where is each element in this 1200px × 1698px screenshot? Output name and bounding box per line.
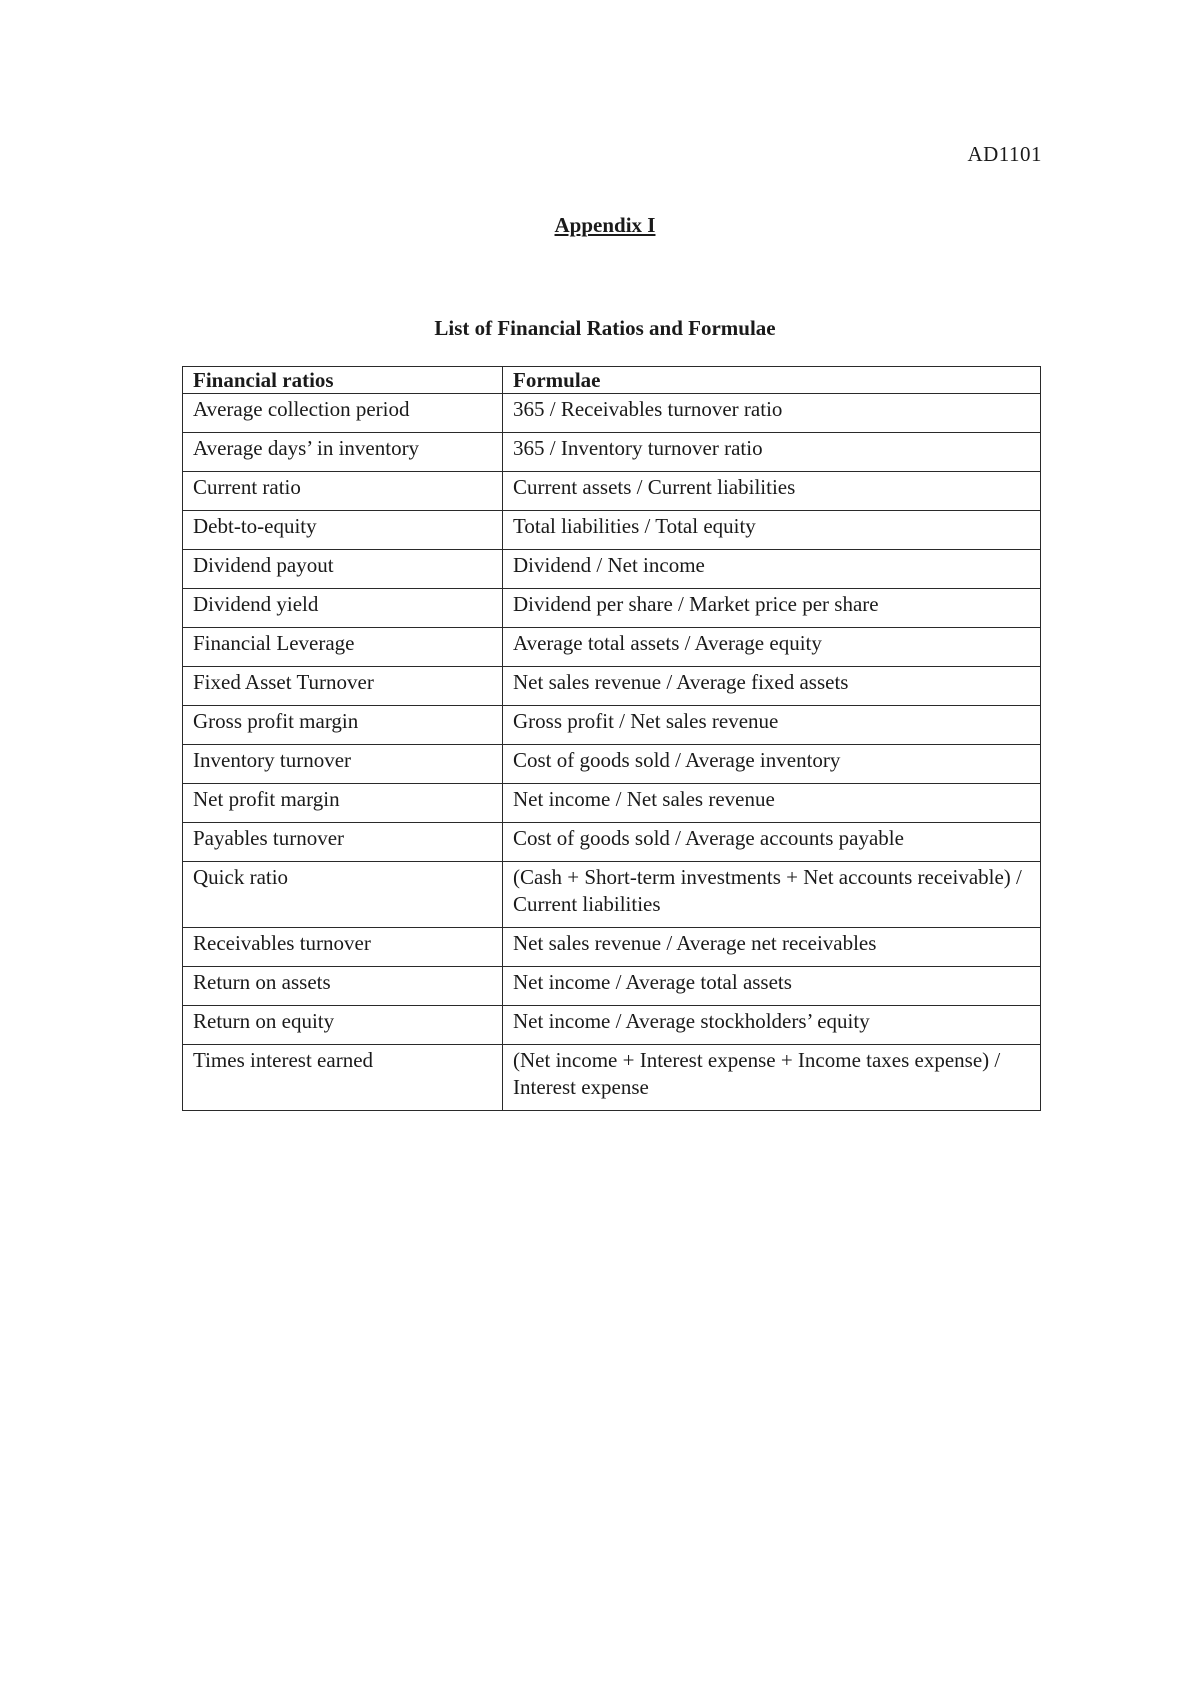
table-row [183, 1006, 1041, 1045]
formula-cell: Net sales revenue / Average net receivables [503, 928, 1041, 967]
ratio-name-cell: Receivables turnover [183, 928, 503, 967]
ratio-name-cell: Average collection period [183, 394, 503, 433]
formula-cell: (Net income + Interest expense + Income taxes expense) / Interest expense [503, 1045, 1041, 1111]
formula-cell: Dividend per share / Market price per share [503, 589, 1041, 628]
appendix-title: Appendix I [554, 213, 656, 237]
ratio-name-cell: Times interest earned [183, 1045, 503, 1111]
table-row [183, 823, 1041, 862]
ratio-name-cell: Average days’ in inventory [183, 433, 503, 472]
table-row [183, 628, 1041, 667]
table-row [183, 745, 1041, 784]
table-row [183, 862, 1041, 928]
document-code: AD1101 [967, 142, 1042, 166]
table-row [183, 928, 1041, 967]
table-header-row [183, 367, 1041, 394]
ratio-name-cell: Inventory turnover [183, 745, 503, 784]
formula-cell: Gross profit / Net sales revenue [503, 706, 1041, 745]
table-row [183, 433, 1041, 472]
table-row [183, 511, 1041, 550]
formula-cell: Net income / Average stockholders’ equity [503, 1006, 1041, 1045]
ratio-name-cell: Gross profit margin [183, 706, 503, 745]
ratio-name-cell: Return on assets [183, 967, 503, 1006]
table-row [183, 472, 1041, 511]
ratio-name-cell: Quick ratio [183, 862, 503, 928]
table-row [183, 784, 1041, 823]
ratio-name-cell: Debt-to-equity [183, 511, 503, 550]
header-financial-ratios: Financial ratios [183, 367, 503, 394]
formula-cell: Net sales revenue / Average fixed assets [503, 667, 1041, 706]
formula-cell: Net income / Net sales revenue [503, 784, 1041, 823]
formula-cell: Dividend / Net income [503, 550, 1041, 589]
formula-cell: Net income / Average total assets [503, 967, 1041, 1006]
ratio-name-cell: Net profit margin [183, 784, 503, 823]
table-row [183, 550, 1041, 589]
ratio-name-cell: Return on equity [183, 1006, 503, 1045]
ratio-name-cell: Financial Leverage [183, 628, 503, 667]
formula-cell: Average total assets / Average equity [503, 628, 1041, 667]
ratio-name-cell: Current ratio [183, 472, 503, 511]
ratio-name-cell: Payables turnover [183, 823, 503, 862]
table-body [183, 394, 1041, 1111]
table-row [183, 1045, 1041, 1111]
formula-cell: 365 / Receivables turnover ratio [503, 394, 1041, 433]
ratio-name-cell: Dividend payout [183, 550, 503, 589]
table-row [183, 394, 1041, 433]
formula-cell: Cost of goods sold / Average accounts payable [503, 823, 1041, 862]
ratio-name-cell: Dividend yield [183, 589, 503, 628]
ratio-name-cell: Fixed Asset Turnover [183, 667, 503, 706]
table-row [183, 967, 1041, 1006]
header-formulae: Formulae [503, 367, 1041, 394]
formula-cell: Cost of goods sold / Average inventory [503, 745, 1041, 784]
table-row [183, 706, 1041, 745]
financial-ratios-table [182, 366, 1041, 1111]
table-row [183, 667, 1041, 706]
formula-cell: (Cash + Short-term investments + Net accounts receivable) / Current liabilities [503, 862, 1041, 928]
formula-cell: Total liabilities / Total equity [503, 511, 1041, 550]
formula-cell: 365 / Inventory turnover ratio [503, 433, 1041, 472]
list-title: List of Financial Ratios and Formulae [434, 316, 776, 340]
table-row [183, 589, 1041, 628]
formula-cell: Current assets / Current liabilities [503, 472, 1041, 511]
